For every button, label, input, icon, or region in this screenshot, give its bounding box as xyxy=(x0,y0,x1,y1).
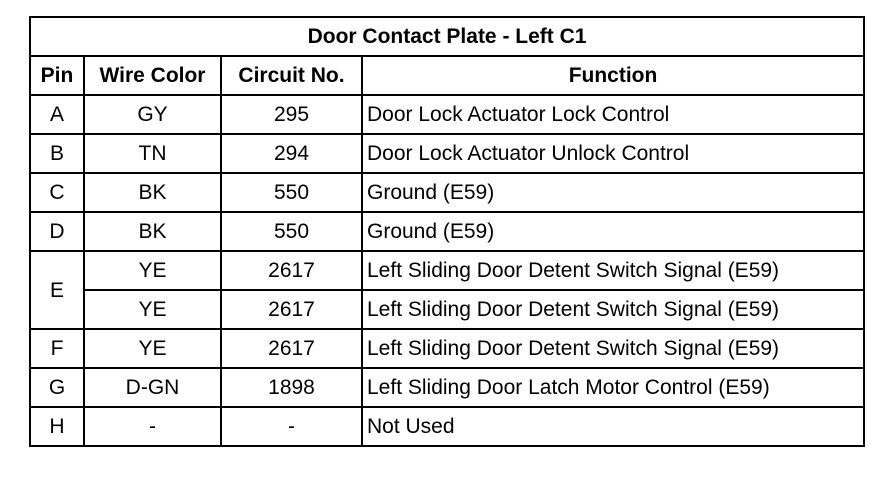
column-header-function: Function xyxy=(362,56,864,95)
table-title-row xyxy=(30,17,864,56)
pin-cell: C xyxy=(30,173,84,212)
circuit-cell: 295 xyxy=(221,95,362,134)
pin-cell: G xyxy=(30,368,84,407)
circuit-cell: 550 xyxy=(221,173,362,212)
table-row xyxy=(30,329,864,368)
pin-cell: A xyxy=(30,95,84,134)
function-cell: Left Sliding Door Detent Switch Signal (E59) xyxy=(362,329,864,368)
table-row xyxy=(30,290,864,329)
function-cell: Door Lock Actuator Unlock Control xyxy=(362,134,864,173)
table-row xyxy=(30,173,864,212)
wire-color-cell: D-GN xyxy=(84,368,221,407)
circuit-cell: 2617 xyxy=(221,290,362,329)
table-row xyxy=(30,95,864,134)
circuit-cell: 1898 xyxy=(221,368,362,407)
table-title: Door Contact Plate - Left C1 xyxy=(30,17,864,56)
column-header-circuit-no: Circuit No. xyxy=(221,56,362,95)
connector-pinout-table xyxy=(29,16,865,447)
table-row xyxy=(30,212,864,251)
circuit-cell: - xyxy=(221,407,362,446)
wire-color-cell: - xyxy=(84,407,221,446)
pin-cell: H xyxy=(30,407,84,446)
pin-cell: B xyxy=(30,134,84,173)
circuit-cell: 2617 xyxy=(221,251,362,290)
wire-color-cell: TN xyxy=(84,134,221,173)
column-header-pin: Pin xyxy=(30,56,84,95)
wire-color-cell: BK xyxy=(84,173,221,212)
function-cell: Left Sliding Door Detent Switch Signal (E59) xyxy=(362,290,864,329)
pin-cell: E xyxy=(30,251,84,329)
circuit-cell: 2617 xyxy=(221,329,362,368)
function-cell: Door Lock Actuator Lock Control xyxy=(362,95,864,134)
table-row xyxy=(30,134,864,173)
wire-color-cell: YE xyxy=(84,290,221,329)
function-cell: Ground (E59) xyxy=(362,212,864,251)
wire-color-cell: YE xyxy=(84,329,221,368)
wire-color-cell: GY xyxy=(84,95,221,134)
circuit-cell: 294 xyxy=(221,134,362,173)
wire-color-cell: BK xyxy=(84,212,221,251)
circuit-cell: 550 xyxy=(221,212,362,251)
function-cell: Left Sliding Door Latch Motor Control (E59) xyxy=(362,368,864,407)
function-cell: Ground (E59) xyxy=(362,173,864,212)
table-row xyxy=(30,368,864,407)
column-header-wire-color: Wire Color xyxy=(84,56,221,95)
table-row xyxy=(30,407,864,446)
pin-cell: D xyxy=(30,212,84,251)
wire-color-cell: YE xyxy=(84,251,221,290)
table-header-row xyxy=(30,56,864,95)
pin-cell: F xyxy=(30,329,84,368)
table-row xyxy=(30,251,864,290)
function-cell: Not Used xyxy=(362,407,864,446)
function-cell: Left Sliding Door Detent Switch Signal (E59) xyxy=(362,251,864,290)
